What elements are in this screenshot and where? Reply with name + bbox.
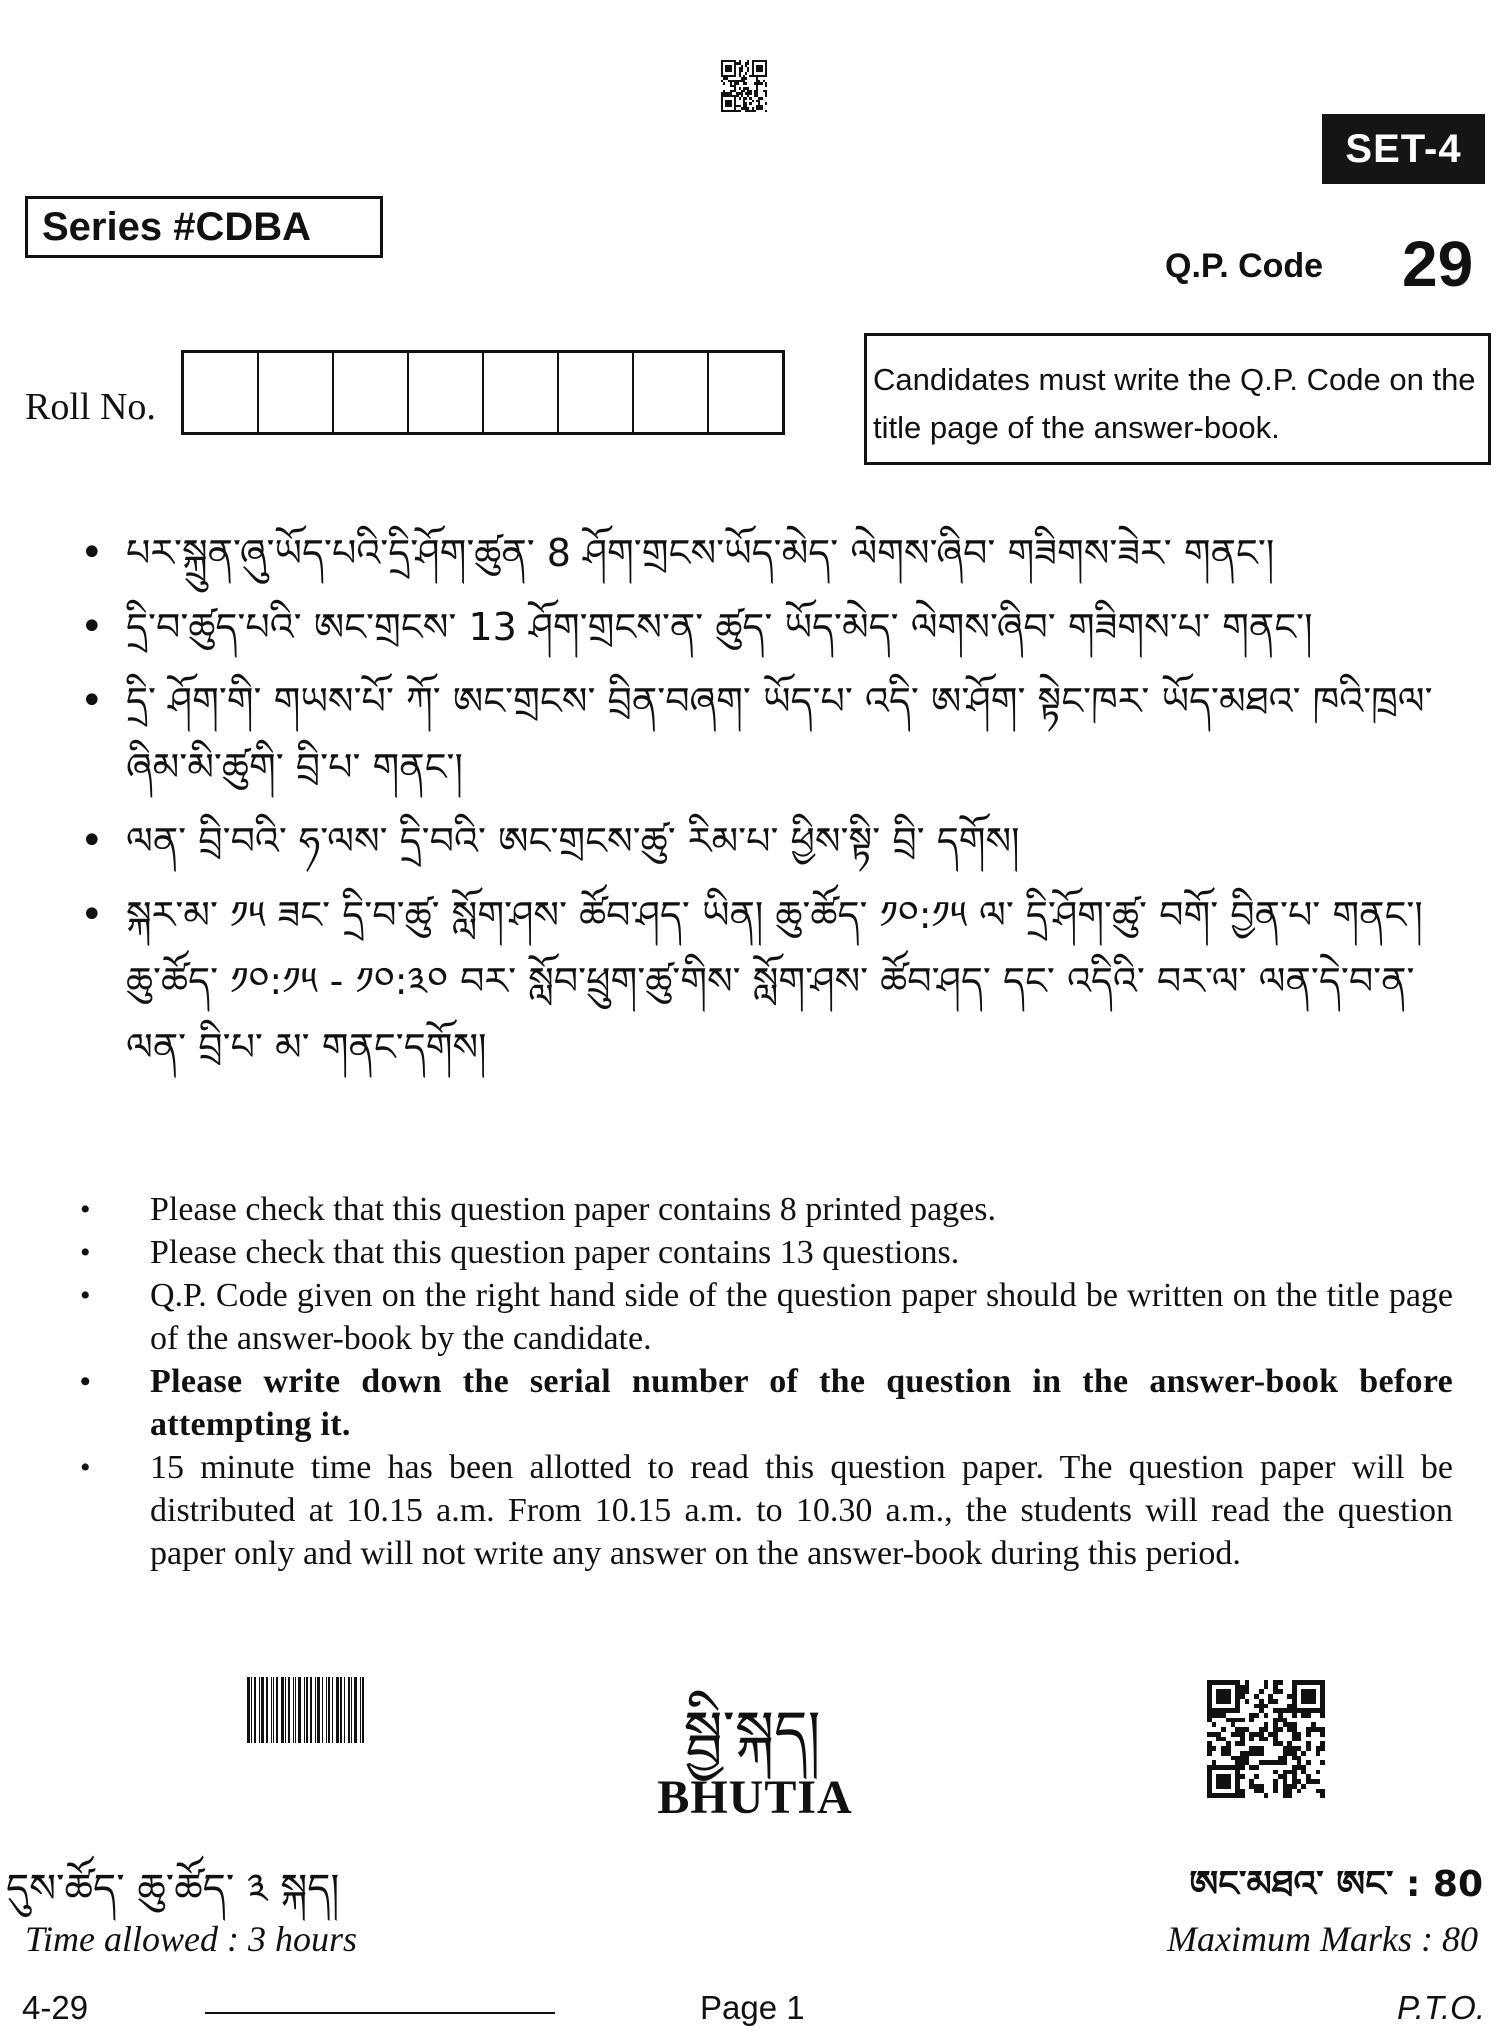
qp-code-instruction-box: Candidates must write the Q.P. Code on the title page of the answer-book. (864, 333, 1491, 465)
subject-title: BHUTIA (657, 1771, 853, 1824)
tibetan-instruction-item (80, 668, 1460, 800)
bullet: • (80, 678, 104, 724)
page-number: Page 1 (700, 1989, 805, 2026)
time-allowed-tibetan: དུས་ཚོད་ ཆུ་ཚོད་ ༣ སྐད། (6, 1866, 340, 1912)
bullet: • (80, 530, 104, 576)
bullet: • (80, 1365, 91, 1398)
roll-number-label: Roll No. (25, 386, 156, 428)
roll-number-box[interactable] (409, 353, 484, 432)
bullet: • (80, 1451, 91, 1484)
bullet: • (80, 818, 104, 864)
english-instruction-text: Please check that this question paper contains 8 printed pages. (150, 1191, 996, 1228)
english-instruction-text: Please check that this question paper contains 13 questions. (150, 1234, 960, 1271)
qr-code-small (721, 60, 767, 112)
english-instruction-item (78, 1274, 1453, 1360)
please-turn-over: P.T.O. (1396, 1989, 1485, 2026)
barcode (247, 1677, 377, 1743)
roll-number-box[interactable] (334, 353, 409, 432)
maximum-marks: Maximum Marks : 80 (1167, 1919, 1478, 1959)
tibetan-instruction-item (80, 808, 1460, 874)
qp-code-label: Q.P. Code (1165, 247, 1324, 285)
english-instruction-item (78, 1188, 1453, 1231)
series-label: Series #CDBA (25, 196, 383, 258)
roll-number-boxes[interactable] (181, 350, 785, 435)
bullet: • (80, 1236, 91, 1269)
english-instruction-item (78, 1360, 1453, 1446)
bullet: • (80, 1193, 91, 1226)
english-instruction-text: 15 minute time has been allotted to read this question paper. The question paper will be distributed at 10.15 a.m. From 10.15 a.m. to 10.30 a.m., the students will read the question paper only and will not write any answer on the answer-book during this period. (150, 1449, 1453, 1572)
english-instruction-text: Q.P. Code given on the right hand side of the question paper should be written on the title page of the answer-book by the candidate. (150, 1277, 1453, 1357)
english-instruction-item (78, 1446, 1453, 1575)
time-allowed: Time allowed : 3 hours (25, 1919, 358, 1959)
roll-number-box[interactable] (634, 353, 709, 432)
tibetan-instruction-item (80, 594, 1460, 660)
qp-code-value: 29 (1402, 228, 1474, 300)
roll-number-box[interactable] (259, 353, 334, 432)
tibetan-instructions-list (80, 520, 1460, 1088)
footer-rule (205, 2012, 555, 2014)
tibetan-instruction-text: དྲི་བ་ཚུད་པའི་ ཨང་གྲངས་ 13 ཤོག་གྲངས་ན་ ཚུད་ ཡོད་མེད་ ལེགས་ཞིབ་ གཟིགས་པ་ གནང་། (126, 605, 1313, 649)
tibetan-instruction-text: ལན་ བྲི་བའི་ ཧ་ལས་ དྲི་བའི་ ཨང་གྲངས་ཚུ་ རིམ་པ་ ཕྱིས་སྟི་ བྲི་ དགོས། (126, 819, 1020, 863)
roll-number-box[interactable] (184, 353, 259, 432)
bullet: • (80, 604, 104, 650)
page-code: 4-29 (22, 1989, 89, 2026)
tibetan-instruction-text: སྐར་མ་ ༡༥ ཟང་ དྲི་བ་ཚུ་ སློག་ཤས་ ཚོབ་ཤད་ ཡིན། ཆུ་ཚོད་ ༡༠:༡༥ ལ་ དྲི་ཤོག་ཚུ་ བགོ་ བྱིན་པ་ གནང་། ཆུ་ཚོད་ ༡༠:༡༥ - ༡༠:༣༠ བར་ སློབ་ཕྲུག་ཚུ་གིས་ སློག་ཤས་ ཚོབ་ཤད་ དང་ འདིའི་ བར་ལ་ ལན་དེ་བ་ན་ ལན་ བྲི་པ་ མ་ གནང་དགོས། (126, 893, 1423, 1069)
maximum-marks-tibetan: ཨང་མཐའ་ ཨང་ : 80 (1189, 1864, 1483, 1905)
bullet: • (80, 892, 104, 938)
set-badge: SET-4 (1322, 114, 1485, 184)
tibetan-instruction-text: པར་སྐྲུན་ཞུ་ཡོད་པའི་དྲི་ཤོག་ཚུན་ 8 ཤོག་གྲངས་ཡོད་མེད་ ལེགས་ཞིབ་ གཟིགས་ཟེར་ གནང་། (126, 531, 1275, 575)
english-instruction-text: Please write down the serial number of the question in the answer-book before attempting it. (150, 1363, 1453, 1443)
english-instructions-list (78, 1188, 1453, 1575)
tibetan-instruction-item (80, 520, 1460, 586)
tibetan-instruction-text: དྲི་ ཤོག་གི་ གཡས་པོ་ ཀོ་ ཨང་གྲངས་ བྲིན་བཞག་ ཡོད་པ་ འདི་ ཨ་ཤོག་ སྟེང་ཁར་ ཡོད་མཐའ་ ཁའི་ཁྲལ་ ཞིམ་མི་ཚུགི་ བྲི་པ་ གནང་། (126, 679, 1433, 789)
tibetan-instruction-item (80, 882, 1460, 1080)
roll-number-box[interactable] (709, 353, 782, 432)
english-instruction-item (78, 1231, 1453, 1274)
roll-number-box[interactable] (484, 353, 559, 432)
qr-code-large (1207, 1680, 1325, 1798)
subject-title-tibetan: སྦྱི་སྐད། (683, 1698, 821, 1766)
roll-number-box[interactable] (559, 353, 634, 432)
bullet: • (80, 1279, 91, 1312)
